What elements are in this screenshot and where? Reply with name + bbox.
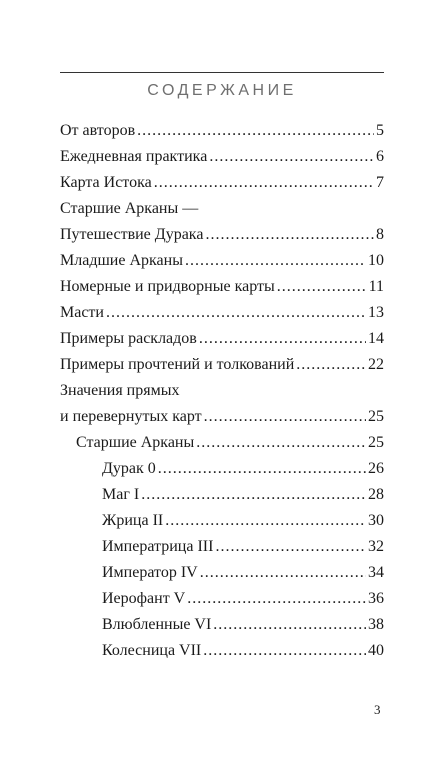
toc-entry[interactable] [60, 378, 384, 430]
toc-entry[interactable] [60, 326, 384, 352]
toc-card-entry[interactable] [60, 612, 384, 638]
toc-entry-title: Масти [60, 304, 104, 321]
toc-entry-page: 32 [368, 538, 384, 555]
toc-card-entry[interactable] [60, 534, 384, 560]
dot-leader [106, 300, 366, 326]
dot-leader [165, 508, 366, 534]
dot-leader [185, 248, 366, 274]
toc-entry-page: 26 [368, 460, 384, 477]
dot-leader [296, 352, 366, 378]
toc-entry[interactable] [60, 118, 384, 144]
toc-entry-page: 14 [368, 330, 384, 347]
dot-leader [196, 430, 366, 456]
toc-entry-title: и перевернутых карт [60, 408, 202, 425]
toc-entry-page: 30 [368, 512, 384, 529]
toc-entry-title: Жрица II [102, 512, 164, 529]
toc-entry-page: 28 [368, 486, 384, 503]
toc-entry-title: Ежедневная практика [60, 148, 208, 165]
toc-entry-title: Колесница VII [102, 642, 202, 659]
toc-card-entry[interactable] [60, 456, 384, 482]
toc-entry[interactable] [60, 352, 384, 378]
toc-entry-title: Император IV [102, 564, 198, 581]
toc-entry[interactable] [60, 274, 384, 300]
toc-card-entry[interactable] [60, 638, 384, 664]
dot-leader [277, 274, 367, 300]
toc-entry[interactable] [60, 170, 384, 196]
toc-entry-page: 25 [368, 408, 384, 425]
dot-leader [209, 144, 374, 170]
toc-entry-page: 8 [376, 226, 384, 243]
toc-entry-page: 40 [368, 642, 384, 659]
toc-entry-title: Карта Истока [60, 174, 152, 191]
toc-entry-page: 25 [368, 434, 384, 451]
toc-entry-title: Младшие Арканы [60, 252, 183, 269]
toc-entry-title: Примеры раскладов [60, 330, 197, 347]
toc-entry-page: 22 [368, 356, 384, 373]
toc-entry-title: Примеры прочтений и толкований [60, 356, 295, 373]
toc-entry-page: 38 [368, 616, 384, 633]
toc-entry[interactable] [60, 248, 384, 274]
toc-entry-page: 11 [368, 278, 384, 295]
dot-leader [158, 456, 366, 482]
toc-entry-title: Старшие Арканы [76, 434, 195, 451]
dot-leader [205, 222, 374, 248]
toc-entry-title: Иерофант V [102, 590, 186, 607]
toc-entry-title: Влюбленные VI [102, 616, 212, 633]
toc-entry[interactable] [60, 144, 384, 170]
toc-entry-page: 10 [368, 252, 384, 269]
toc-entry-page: 7 [376, 174, 384, 191]
toc-entry-page: 13 [368, 304, 384, 321]
toc-entry-title: Номерные и придворные карты [60, 278, 275, 295]
dot-leader [203, 638, 366, 664]
page-number: 3 [374, 702, 381, 717]
dot-leader [199, 326, 366, 352]
top-rule [60, 72, 384, 73]
toc-card-entry[interactable] [60, 586, 384, 612]
toc-entry-title: От авторов [60, 122, 136, 139]
toc-entry-title: Путешествие Дурака [60, 226, 204, 243]
dot-leader [137, 118, 374, 144]
dot-leader [187, 586, 366, 612]
toc-entry-page: 36 [368, 590, 384, 607]
dot-leader [215, 534, 366, 560]
toc-entry-title-line1: Значения прямых [60, 382, 180, 399]
toc-subentry[interactable] [60, 430, 384, 456]
dot-leader [154, 170, 374, 196]
toc-entry-page: 34 [368, 564, 384, 581]
toc-entry-title: Маг I [102, 486, 140, 503]
dot-leader [200, 560, 366, 586]
toc-entry-page: 5 [376, 122, 384, 139]
dot-leader [141, 482, 366, 508]
dot-leader [204, 404, 366, 430]
toc-entry-title: Дурак 0 [102, 460, 156, 477]
dot-leader [213, 612, 366, 638]
table-of-contents [60, 118, 384, 664]
toc-card-entry[interactable] [60, 560, 384, 586]
toc-entry-page: 6 [376, 148, 384, 165]
toc-entry[interactable] [60, 196, 384, 248]
toc-card-entry[interactable] [60, 482, 384, 508]
toc-heading: СОДЕРЖАНИЕ [147, 82, 297, 99]
toc-entry-title: Императрица III [102, 538, 214, 555]
toc-entry[interactable] [60, 300, 384, 326]
toc-entry-title-line1: Старшие Арканы — [60, 200, 199, 217]
toc-card-entry[interactable] [60, 508, 384, 534]
